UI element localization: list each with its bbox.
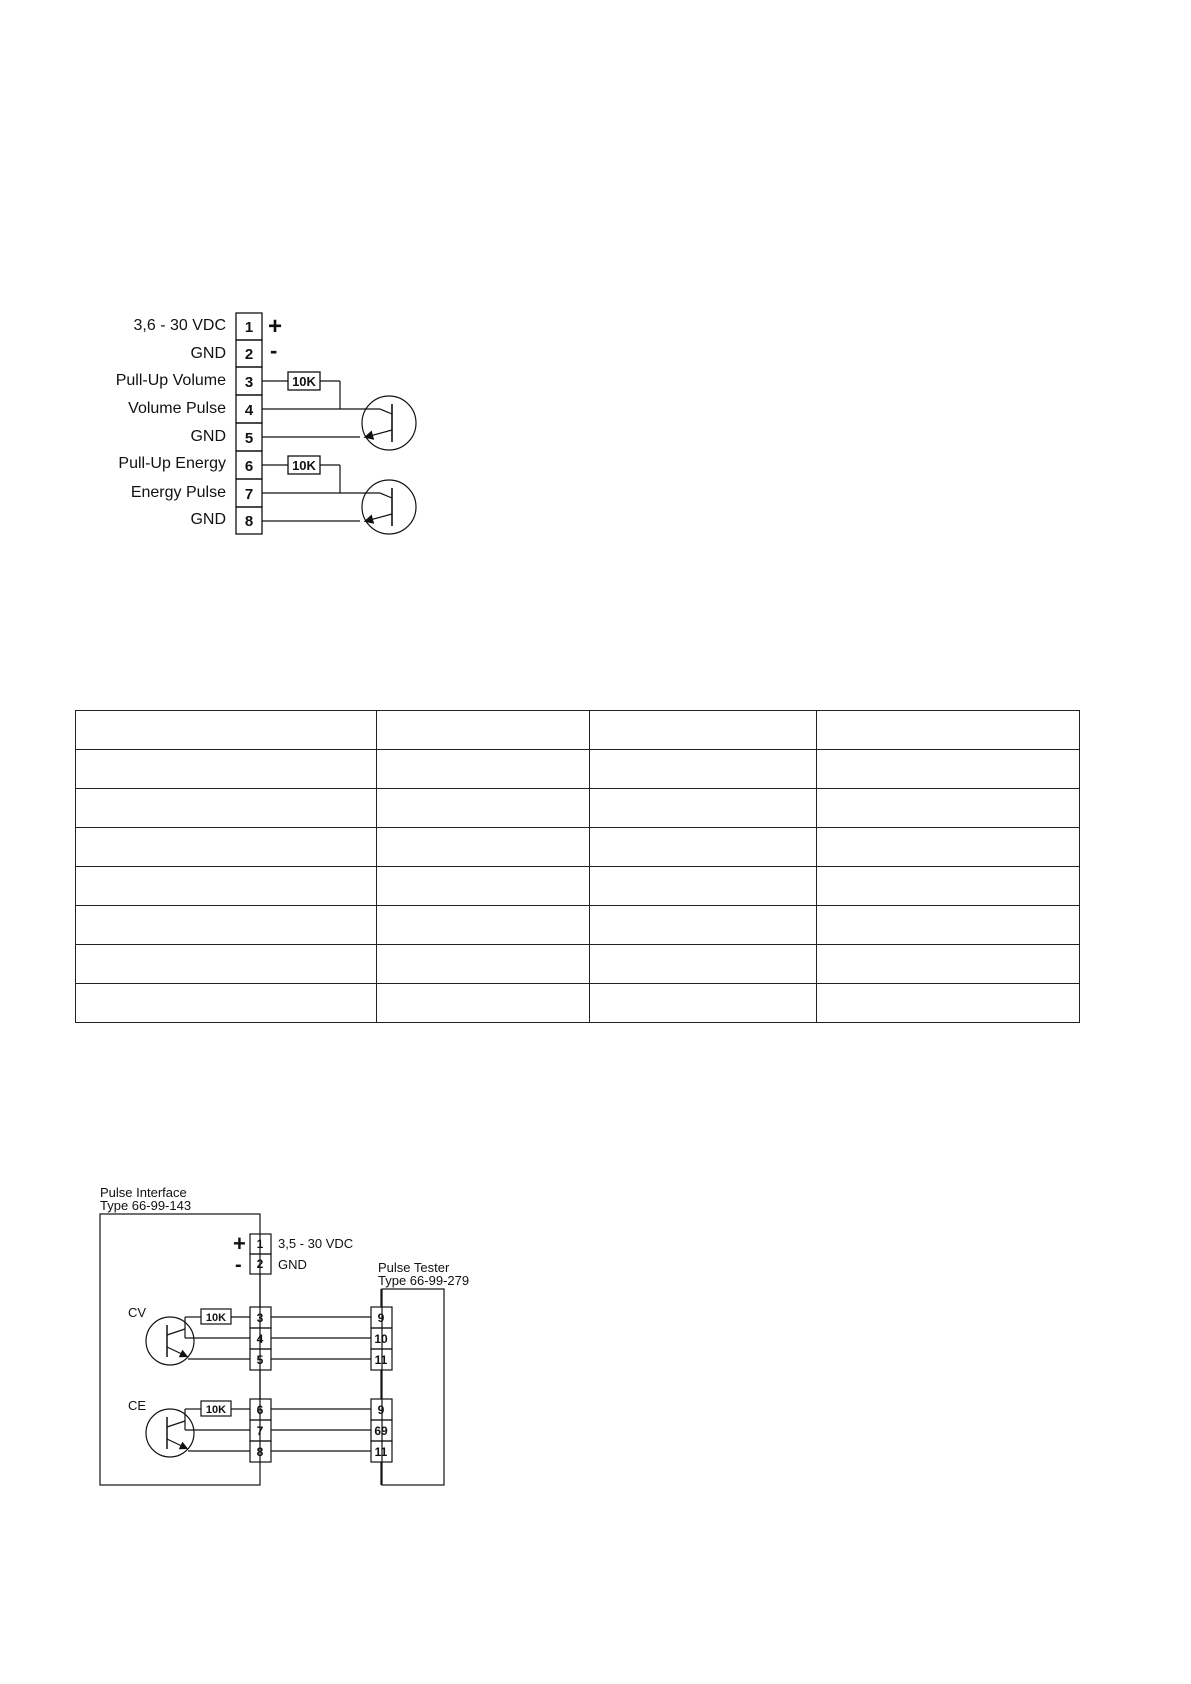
table-cell: [76, 867, 377, 906]
tester-title: Pulse Tester: [378, 1260, 450, 1275]
interface-pin: 1: [256, 1237, 264, 1251]
table-row: [76, 906, 1080, 945]
table-cell: [590, 711, 817, 750]
tester-pin: 11: [374, 1353, 388, 1367]
pin-number: 4: [244, 402, 254, 419]
table-row: [76, 711, 1080, 750]
interface-pin: 8: [256, 1445, 264, 1459]
ce-label: CE: [128, 1398, 147, 1413]
gnd-label: GND: [278, 1257, 307, 1272]
table-cell: [76, 906, 377, 945]
table-cell: [76, 828, 377, 867]
terminal-diagram: [0, 0, 1191, 560]
interface-pin: 6: [256, 1403, 264, 1417]
plus-sign: +: [233, 1231, 246, 1256]
tester-type: Type 66-99-279: [378, 1273, 470, 1288]
pin-label: GND: [190, 345, 226, 362]
pin-label: GND: [190, 511, 226, 528]
table-cell: [76, 945, 377, 984]
pin-label: GND: [190, 428, 226, 445]
table-row: [76, 867, 1080, 906]
table-cell: [590, 750, 817, 789]
table-cell: [817, 945, 1080, 984]
pin-label: Pull-Up Energy: [118, 455, 226, 472]
resistor-label: 10K: [205, 1404, 227, 1416]
table-cell: [817, 750, 1080, 789]
table-cell: [377, 711, 590, 750]
resistor-label: 10K: [292, 458, 316, 473]
plus-sign: +: [268, 313, 283, 340]
tester-box: [382, 1289, 444, 1485]
table-cell: [76, 984, 377, 1023]
tester-pin: 11: [374, 1445, 388, 1459]
energy-transistor-circuit: [262, 456, 416, 534]
interface-box: [100, 1214, 260, 1485]
minus-sign: -: [235, 1254, 242, 1276]
pin-number: 1: [244, 319, 254, 336]
table-cell: [377, 945, 590, 984]
interface-pin: 7: [256, 1424, 264, 1438]
pin-number: 6: [244, 458, 254, 475]
volume-transistor-circuit: [262, 372, 416, 450]
supply-label: 3,5 - 30 VDC: [278, 1236, 354, 1251]
pin-number: 5: [244, 430, 254, 447]
table-cell: [817, 711, 1080, 750]
blank-table: [75, 710, 1080, 1023]
table-cell: [590, 945, 817, 984]
tester-pin: 9: [377, 1403, 385, 1417]
interface-pin: 2: [256, 1257, 264, 1271]
interface-title: Pulse Interface: [100, 1185, 187, 1200]
tester-pin: 10: [374, 1332, 388, 1346]
table-cell: [817, 828, 1080, 867]
table-row: [76, 945, 1080, 984]
table-cell: [590, 906, 817, 945]
pin-label: Volume Pulse: [128, 400, 226, 417]
table-cell: [817, 984, 1080, 1023]
table-cell: [817, 867, 1080, 906]
table-row: [76, 828, 1080, 867]
table-cell: [377, 984, 590, 1023]
table-row: [76, 789, 1080, 828]
table-row: [76, 750, 1080, 789]
resistor-label: 10K: [292, 374, 316, 389]
table-cell: [590, 984, 817, 1023]
table-cell: [76, 711, 377, 750]
table-cell: [377, 906, 590, 945]
cv-label: CV: [128, 1305, 147, 1320]
resistor-label: 10K: [205, 1312, 227, 1324]
pin-label: Energy Pulse: [130, 484, 226, 501]
pin-label: 3,6 - 30 VDC: [133, 317, 226, 334]
table-cell: [590, 828, 817, 867]
interface-pin: 4: [256, 1332, 264, 1346]
table-cell: [817, 906, 1080, 945]
tester-pin: 9: [377, 1311, 385, 1325]
pin-number: 2: [244, 346, 254, 363]
pin-number: 8: [244, 513, 254, 530]
table-cell: [377, 867, 590, 906]
table-cell: [377, 828, 590, 867]
pin-number: 7: [244, 486, 254, 503]
pin-label: Pull-Up Volume: [115, 372, 226, 389]
interface-type: Type 66-99-143: [100, 1198, 192, 1213]
interface-pin: 5: [256, 1353, 264, 1367]
table-cell: [590, 867, 817, 906]
pin-number: 3: [244, 374, 254, 391]
minus-sign: -: [270, 338, 278, 363]
table-cell: [377, 789, 590, 828]
interface-pin: 3: [256, 1311, 264, 1325]
tester-pin: 69: [374, 1424, 388, 1438]
table-row: [76, 984, 1080, 1023]
table-cell: [377, 750, 590, 789]
table-cell: [76, 750, 377, 789]
table-cell: [76, 789, 377, 828]
table-cell: [590, 789, 817, 828]
table-cell: [817, 789, 1080, 828]
